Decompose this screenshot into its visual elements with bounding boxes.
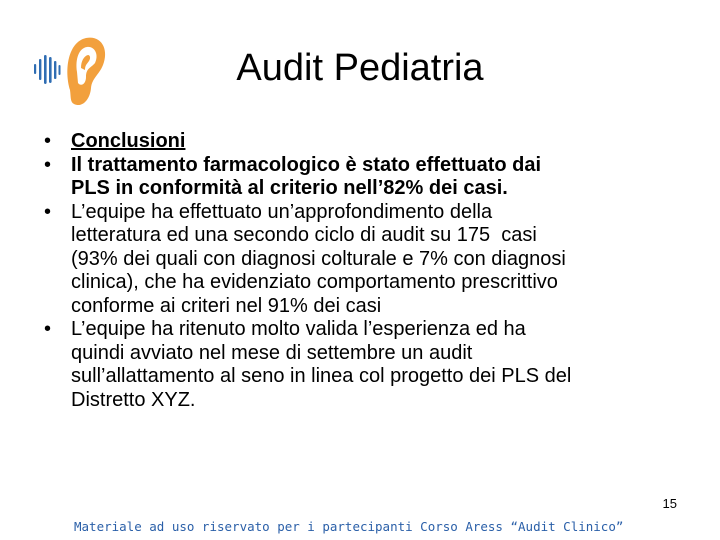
- ear-icon: [30, 28, 110, 116]
- page-number: 15: [662, 496, 677, 511]
- bullet-text-line: quindi avviato nel mese di settembre un audit: [71, 341, 473, 364]
- bullet-marker: •: [44, 200, 52, 223]
- bullet-text-line: (93% dei quali con diagnosi colturale e 7% con diagnosi: [71, 247, 566, 270]
- footer-text: Materiale ad uso riservato per i partecipanti Corso Aress “Audit Clinico”: [74, 519, 624, 534]
- bullet-item-second-audit-cycle: [44, 201, 684, 319]
- bullet-text-line: Il trattamento farmacologico è stato effettuato dai: [71, 153, 542, 176]
- bullet-text-line: letteratura ed una secondo ciclo di audit su 175 casi: [71, 224, 537, 246]
- bullet-text-line: conforme ai criteri nel 91% dei casi: [71, 294, 382, 317]
- bullet-text-line: clinica), che ha evidenziato comportamento prescrittivo: [71, 271, 558, 293]
- slide-title: Audit Pediatria: [236, 47, 484, 89]
- bullet-text-line: sull’allattamento al seno in linea col progetto dei PLS del: [71, 365, 572, 387]
- bullet-text-line: L’equipe ha effettuato un’approfondimento della: [71, 200, 493, 223]
- bullet-item-conclusions: [44, 130, 684, 154]
- bullet-text-line: L’equipe ha ritenuto molto valida l’esperienza ed ha: [71, 318, 526, 340]
- bullet-marker: •: [44, 153, 52, 176]
- bullet-item-breastfeeding-audit: [44, 318, 684, 412]
- bullet-marker: •: [44, 130, 52, 152]
- bullet-text: Conclusioni: [71, 130, 186, 152]
- bullet-list: [44, 130, 684, 412]
- bullet-item-pharmacological-treatment: [44, 154, 684, 201]
- bullet-marker: •: [44, 318, 52, 340]
- bullet-text-line: PLS in conformità al criterio nell’82% dei casi.: [71, 177, 508, 199]
- bullet-text-line: Distretto XYZ.: [71, 388, 196, 411]
